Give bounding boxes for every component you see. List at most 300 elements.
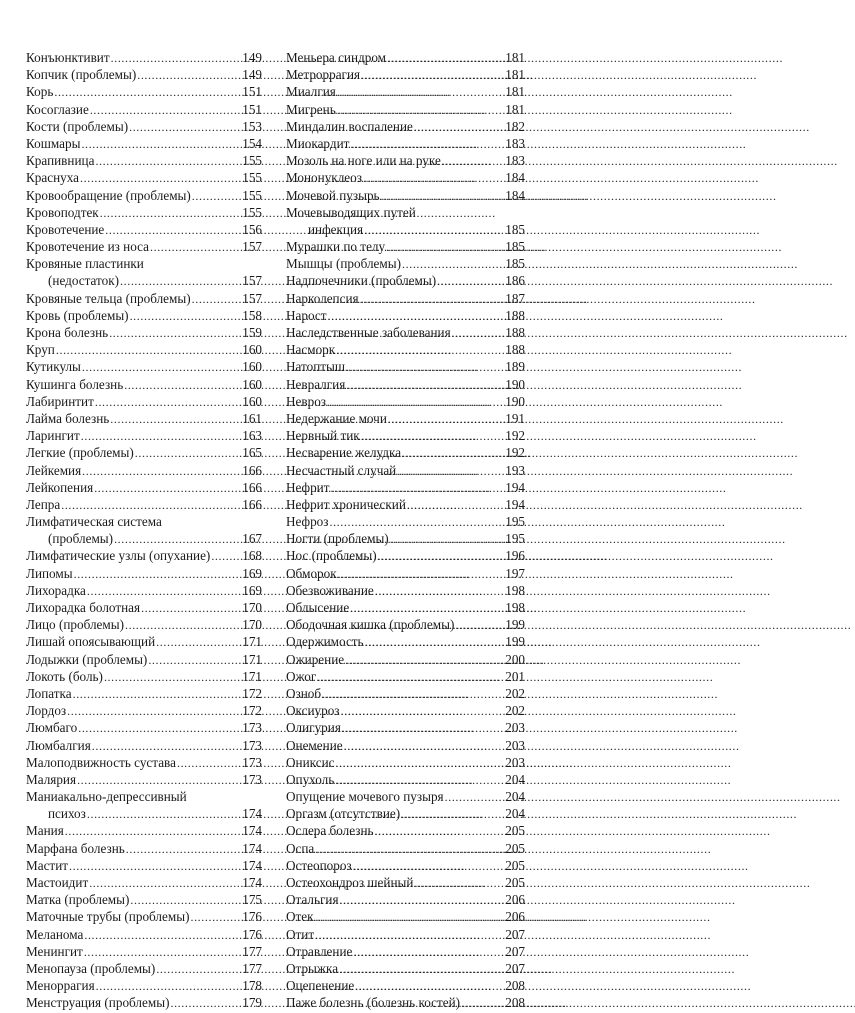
- index-entry: [286, 822, 525, 839]
- index-entry: [26, 633, 262, 650]
- entry-term: Кровотечение из носа: [26, 239, 149, 255]
- dot-leader: [335, 772, 504, 789]
- dot-leader: [407, 497, 504, 514]
- entry-term: Кровь (проблемы): [26, 307, 129, 323]
- entry-page-number: 176: [242, 909, 262, 925]
- index-entry: [26, 840, 262, 857]
- dot-leader: [95, 153, 241, 170]
- entry-page-number: 187: [505, 290, 525, 306]
- index-entry: [286, 324, 525, 341]
- dot-leader: [375, 823, 505, 840]
- dot-leader: [344, 738, 505, 755]
- dot-leader: [315, 841, 504, 858]
- entry-term: Метроррагия: [286, 67, 361, 83]
- entry-page-number: 170: [242, 617, 262, 633]
- entry-term: Мочевой пузырь: [286, 187, 380, 203]
- entry-page-number: 161: [242, 410, 262, 426]
- index-entry: [286, 926, 525, 943]
- entry-term: Ониксис: [286, 754, 335, 770]
- entry-page-number: 171: [242, 651, 262, 667]
- index-entry: [26, 908, 262, 925]
- index-entry: [286, 702, 525, 719]
- index-entry: [286, 685, 525, 702]
- entry-page-number: 173: [242, 754, 262, 770]
- dot-leader: [82, 463, 241, 480]
- index-entry-heading: [26, 513, 262, 530]
- entry-page-number: 205: [505, 857, 525, 873]
- entry-page-number: 188: [505, 325, 525, 340]
- index-entry: [286, 737, 525, 754]
- index-entry: [26, 479, 262, 496]
- index-entry: [286, 651, 525, 668]
- entry-term: Легкие (проблемы): [26, 445, 134, 461]
- entry-term: Лимфатические узлы (опухание): [26, 548, 211, 564]
- index-entry: [286, 668, 525, 685]
- entry-page-number: 183: [505, 153, 525, 169]
- entry-page-number: 204: [505, 771, 525, 787]
- entry-page-number: 160: [242, 342, 262, 358]
- index-entry: [286, 66, 525, 83]
- entry-term: Копчик (проблемы): [26, 67, 137, 83]
- index-entry: [286, 169, 525, 186]
- index-entry: [26, 616, 262, 633]
- dot-leader: [67, 703, 241, 720]
- entry-page-number: 192: [505, 445, 525, 461]
- index-entry: [26, 221, 262, 238]
- index-entry: [26, 702, 262, 719]
- entry-page-number: 174: [242, 857, 262, 873]
- dot-leader: [402, 256, 504, 273]
- index-entry: [26, 101, 262, 118]
- dot-leader: [355, 978, 504, 995]
- index-entry: [26, 977, 262, 994]
- index-entry: [26, 152, 262, 169]
- dot-leader: [414, 875, 504, 892]
- entry-page-number: 179: [242, 995, 262, 1011]
- entry-term: Ослера болезнь: [286, 823, 374, 839]
- index-entry: [286, 616, 525, 633]
- entry-page-number: 196: [505, 548, 525, 564]
- entry-page-number: 160: [242, 376, 262, 392]
- entry-page-number: 192: [505, 428, 525, 444]
- dot-leader: [141, 600, 241, 617]
- index-entry: [286, 771, 525, 788]
- dot-leader: [401, 806, 504, 823]
- dot-leader: [120, 273, 241, 290]
- dot-leader: [452, 325, 505, 342]
- index-entry: [26, 204, 262, 221]
- entry-page-number: 169: [242, 582, 262, 598]
- index-entry: [26, 582, 262, 599]
- entry-page-number: 203: [505, 720, 525, 736]
- entry-page-number: 157: [242, 290, 262, 306]
- dot-leader: [92, 738, 241, 755]
- dot-leader: [80, 170, 241, 187]
- dot-leader: [346, 359, 504, 376]
- entry-page-number: 174: [242, 875, 262, 890]
- dot-leader: [96, 978, 242, 995]
- dot-leader: [350, 600, 504, 617]
- entry-page-number: 158: [242, 307, 262, 323]
- dot-leader: [378, 548, 505, 565]
- entry-page-number: 195: [505, 514, 525, 530]
- entry-term: Недержание мочи: [286, 410, 387, 426]
- entry-term: Онемение: [286, 737, 343, 753]
- index-entry: [26, 376, 262, 393]
- entry-term: Опухоль: [286, 771, 335, 787]
- entry-term: Ожирение: [286, 651, 345, 667]
- dot-leader: [109, 325, 241, 342]
- dot-leader: [111, 50, 242, 67]
- dot-leader: [61, 497, 241, 514]
- dot-leader: [337, 102, 505, 119]
- dot-leader: [129, 119, 241, 136]
- dot-leader: [130, 308, 242, 325]
- entry-term: Малоподвижность сустава: [26, 754, 176, 770]
- entry-page-number: 188: [505, 342, 525, 358]
- entry-term: Мурашки по телу: [286, 239, 386, 255]
- entry-term: Ожог: [286, 668, 317, 684]
- dot-leader: [89, 875, 241, 892]
- index-entry: [26, 272, 262, 289]
- index-entry: [286, 547, 525, 564]
- dot-leader: [54, 84, 241, 101]
- entry-page-number: 176: [242, 926, 262, 942]
- entry-term: Кровяные тельца (проблемы): [26, 290, 191, 306]
- index-entry: [286, 994, 525, 1011]
- dot-leader: [137, 67, 241, 84]
- entry-term: Нефрит: [286, 479, 330, 495]
- dot-leader: [339, 961, 504, 978]
- entry-page-number: 193: [505, 462, 525, 478]
- entry-term: Локоть (боль): [26, 668, 103, 684]
- entry-page-number: 166: [242, 462, 262, 478]
- index-entry: [26, 444, 262, 461]
- dot-leader: [346, 377, 504, 394]
- entry-term: Маточные трубы (проблемы): [26, 909, 190, 925]
- index-entry: [286, 444, 525, 461]
- dot-leader: [192, 291, 242, 308]
- index-entry: [286, 358, 525, 375]
- entry-term: Ободочная кишка (проблемы): [286, 617, 455, 633]
- entry-page-number: 205: [505, 840, 525, 856]
- entry-page-number: 151: [242, 101, 262, 117]
- entry-term: Корь: [26, 84, 54, 100]
- entry-term: Мастит: [26, 857, 69, 873]
- index-entry: [286, 891, 525, 908]
- dot-leader: [100, 205, 242, 222]
- index-entry: [286, 565, 525, 582]
- dot-leader: [126, 841, 241, 858]
- dot-leader: [69, 858, 241, 875]
- entry-term: Оксиуроз: [286, 703, 340, 719]
- entry-term: Ларингит: [26, 428, 80, 444]
- entry-page-number: 157: [242, 239, 262, 255]
- entry-term: Мочевыводящих путей: [286, 204, 416, 220]
- index-entry: [286, 908, 525, 925]
- dot-leader: [90, 102, 241, 119]
- entry-term: Паже болезнь (болезнь костей): [286, 995, 461, 1011]
- entry-term: Мигрень: [286, 101, 336, 117]
- index-entry: [26, 599, 262, 616]
- index-entry: [26, 169, 262, 186]
- entry-page-number: 204: [505, 789, 525, 805]
- entry-term: Надпочечники (проблемы): [286, 273, 437, 289]
- entry-term: Облысение: [286, 600, 350, 615]
- index-entry: [26, 651, 262, 668]
- dot-leader: [387, 50, 504, 67]
- entry-page-number: 174: [242, 823, 262, 839]
- entry-page-number: 191: [505, 410, 525, 426]
- dot-leader: [342, 720, 504, 737]
- index-entry: [26, 118, 262, 135]
- entry-page-number: 159: [242, 325, 262, 340]
- index-entry: [26, 530, 262, 547]
- entry-page-number: 202: [505, 703, 525, 719]
- index-entry: [286, 49, 525, 66]
- index-entry: [286, 376, 525, 393]
- dot-leader: [345, 652, 504, 669]
- index-entry: [286, 393, 525, 410]
- entry-page-number: 201: [505, 668, 525, 684]
- entry-term: Лицо (проблемы): [26, 617, 124, 633]
- index-entry: [26, 49, 262, 66]
- dot-leader: [84, 944, 241, 961]
- index-entry: [286, 221, 525, 238]
- index-entry: [26, 805, 262, 822]
- index-entry: [26, 891, 262, 908]
- dot-leader: [87, 583, 241, 600]
- entry-page-number: 181: [505, 67, 525, 83]
- entry-page-number: 155: [242, 204, 262, 220]
- index-entry: [26, 754, 262, 771]
- index-entry: [26, 358, 262, 375]
- index-entry: [26, 822, 262, 839]
- dot-leader: [363, 170, 504, 187]
- index-entry: [286, 341, 525, 358]
- entry-page-number: 181: [505, 101, 525, 117]
- dot-leader: [84, 927, 241, 944]
- dot-leader: [329, 514, 504, 531]
- dot-leader: [445, 789, 505, 806]
- entry-page-number: 184: [505, 187, 525, 203]
- dot-leader: [177, 755, 241, 772]
- entry-page-number: 203: [505, 754, 525, 770]
- index-entry: [26, 135, 262, 152]
- entry-page-number: 182: [505, 118, 525, 134]
- dot-leader: [337, 84, 504, 101]
- dot-leader: [95, 394, 241, 411]
- entry-term: Нарост: [286, 307, 327, 323]
- entry-term: (недостаток): [48, 273, 120, 289]
- entry-term: Отравление: [286, 943, 353, 959]
- entry-page-number: 197: [505, 565, 525, 581]
- entry-term: Кутикулы: [26, 359, 81, 375]
- index-entry: [286, 255, 525, 272]
- entry-page-number: 190: [505, 393, 525, 409]
- entry-page-number: 181: [505, 50, 525, 65]
- entry-page-number: 160: [242, 393, 262, 409]
- dot-leader: [360, 291, 505, 308]
- entry-term: Марфана болезнь: [26, 840, 125, 856]
- index-entry: [26, 307, 262, 324]
- entry-page-number: 172: [242, 685, 262, 701]
- entry-term: Матка (проблемы): [26, 892, 130, 908]
- entry-term: (проблемы): [48, 531, 114, 547]
- dot-leader: [73, 686, 242, 703]
- dot-leader: [461, 995, 504, 1012]
- entry-term: Лихорадка: [26, 582, 86, 598]
- dot-leader: [361, 428, 505, 445]
- index-entry: [286, 599, 525, 616]
- index-entry: [286, 290, 525, 307]
- entry-page-number: 199: [505, 634, 525, 650]
- entry-page-number: 208: [505, 978, 525, 994]
- index-entry: [26, 771, 262, 788]
- index-entry: [26, 238, 262, 255]
- dot-leader: [328, 308, 505, 325]
- entry-page-number: 198: [505, 600, 525, 615]
- index-entry: [286, 719, 525, 736]
- entry-page-number: 166: [242, 496, 262, 512]
- entry-page-number: 160: [242, 359, 262, 375]
- index-entry: [286, 943, 525, 960]
- index-entry: [286, 152, 525, 169]
- index-entry: [26, 994, 262, 1011]
- dot-leader: [327, 394, 504, 411]
- entry-term: Круп: [26, 342, 55, 358]
- entry-page-number: 155: [242, 187, 262, 203]
- entry-term: Мононуклеоз: [286, 170, 362, 186]
- entry-term: Миалгия: [286, 84, 336, 100]
- index-entry: [286, 805, 525, 822]
- dot-leader: [104, 669, 241, 686]
- entry-term: Краснуха: [26, 170, 80, 186]
- entry-page-number: 177: [242, 960, 262, 976]
- entry-term: Оцепенение: [286, 978, 355, 994]
- entry-page-number: 198: [505, 582, 525, 598]
- dot-leader: [190, 909, 241, 926]
- index-entry: [286, 874, 525, 891]
- entry-term: Одержимость: [286, 634, 364, 650]
- index-entry: [286, 272, 525, 289]
- entry-page-number: 194: [505, 479, 525, 495]
- entry-page-number: 185: [505, 256, 525, 272]
- entry-term: Лейкопения: [26, 479, 94, 495]
- entry-term: Обморок: [286, 565, 337, 581]
- dot-leader: [397, 463, 504, 480]
- entry-term: Отек: [286, 909, 314, 925]
- dot-leader: [77, 772, 241, 789]
- index-entry: [286, 410, 525, 427]
- dot-leader: [375, 583, 504, 600]
- index-entry: [26, 290, 262, 307]
- dot-leader: [331, 480, 505, 497]
- entry-page-number: 189: [505, 359, 525, 375]
- entry-term: Меланома: [26, 926, 84, 942]
- dot-leader: [338, 566, 505, 583]
- entry-page-number: 190: [505, 376, 525, 392]
- index-entry: [286, 633, 525, 650]
- dot-leader: [211, 548, 241, 565]
- entry-term: Несварение желудка: [286, 445, 402, 461]
- entry-term: Мышцы (проблемы): [286, 256, 402, 272]
- index-entry: [26, 926, 262, 943]
- entry-page-number: 175: [242, 892, 262, 908]
- dot-leader: [78, 720, 241, 737]
- dot-leader: [125, 617, 241, 634]
- dot-leader: [322, 686, 504, 703]
- entry-term: Обезвоживание: [286, 582, 374, 598]
- entry-term: Лайма болезнь: [26, 410, 110, 426]
- index-entry: [286, 135, 525, 152]
- entry-term: Лодыжки (проблемы): [26, 651, 148, 667]
- entry-term: Лейкемия: [26, 462, 82, 478]
- entry-term: Миокардит: [286, 135, 350, 151]
- entry-term: Невроз: [286, 393, 327, 409]
- entry-page-number: 204: [505, 806, 525, 822]
- index-entry: [286, 754, 525, 771]
- index-entry: [286, 187, 525, 204]
- dot-leader: [156, 961, 241, 978]
- dot-leader: [335, 755, 504, 772]
- entry-term: Менструация (проблемы): [26, 995, 170, 1011]
- entry-term: Оспа: [286, 840, 315, 856]
- index-entry: [26, 410, 262, 427]
- entry-page-number: 200: [505, 651, 525, 667]
- entry-term: Лихорадка болотная: [26, 600, 141, 615]
- index-entry: [286, 960, 525, 977]
- entry-term: Нос (проблемы): [286, 548, 377, 564]
- index-entry: [26, 565, 262, 582]
- entry-page-number: 208: [505, 995, 525, 1011]
- entry-term: Крона болезнь: [26, 325, 109, 340]
- entry-term: Кошмары: [26, 135, 81, 151]
- entry-term: Отрыжка: [286, 960, 339, 976]
- dot-leader: [105, 222, 241, 239]
- entry-page-number: 171: [242, 634, 262, 650]
- dot-leader: [170, 995, 241, 1012]
- entry-page-number: 195: [505, 531, 525, 547]
- entry-page-number: 206: [505, 909, 525, 925]
- index-entry: [26, 187, 262, 204]
- index-entry: [26, 857, 262, 874]
- dot-leader: [110, 411, 241, 428]
- dot-leader: [130, 892, 241, 909]
- entry-term: Оргазм (отсутствие): [286, 806, 401, 822]
- index-entry: [286, 513, 525, 530]
- entry-term: Мозоль на ноге или на руке: [286, 153, 441, 169]
- dot-leader: [315, 909, 505, 926]
- entry-page-number: 153: [242, 118, 262, 134]
- index-entry-heading: [26, 788, 262, 805]
- entry-page-number: 168: [242, 548, 262, 564]
- dot-leader: [402, 445, 504, 462]
- dot-leader: [361, 67, 504, 84]
- entry-term: Мания: [26, 823, 64, 839]
- dot-leader: [114, 531, 241, 548]
- dot-leader: [364, 222, 504, 239]
- index-entry: [26, 66, 262, 83]
- entry-term: Кровотечение: [26, 221, 105, 237]
- entry-term: Ногти (проблемы): [286, 531, 389, 547]
- index-entry: [26, 496, 262, 513]
- entry-page-number: 188: [505, 307, 525, 323]
- entry-term: Люмбалгия: [26, 737, 91, 753]
- index-entry: [286, 496, 525, 513]
- dot-leader: [353, 858, 505, 875]
- dot-leader: [124, 377, 241, 394]
